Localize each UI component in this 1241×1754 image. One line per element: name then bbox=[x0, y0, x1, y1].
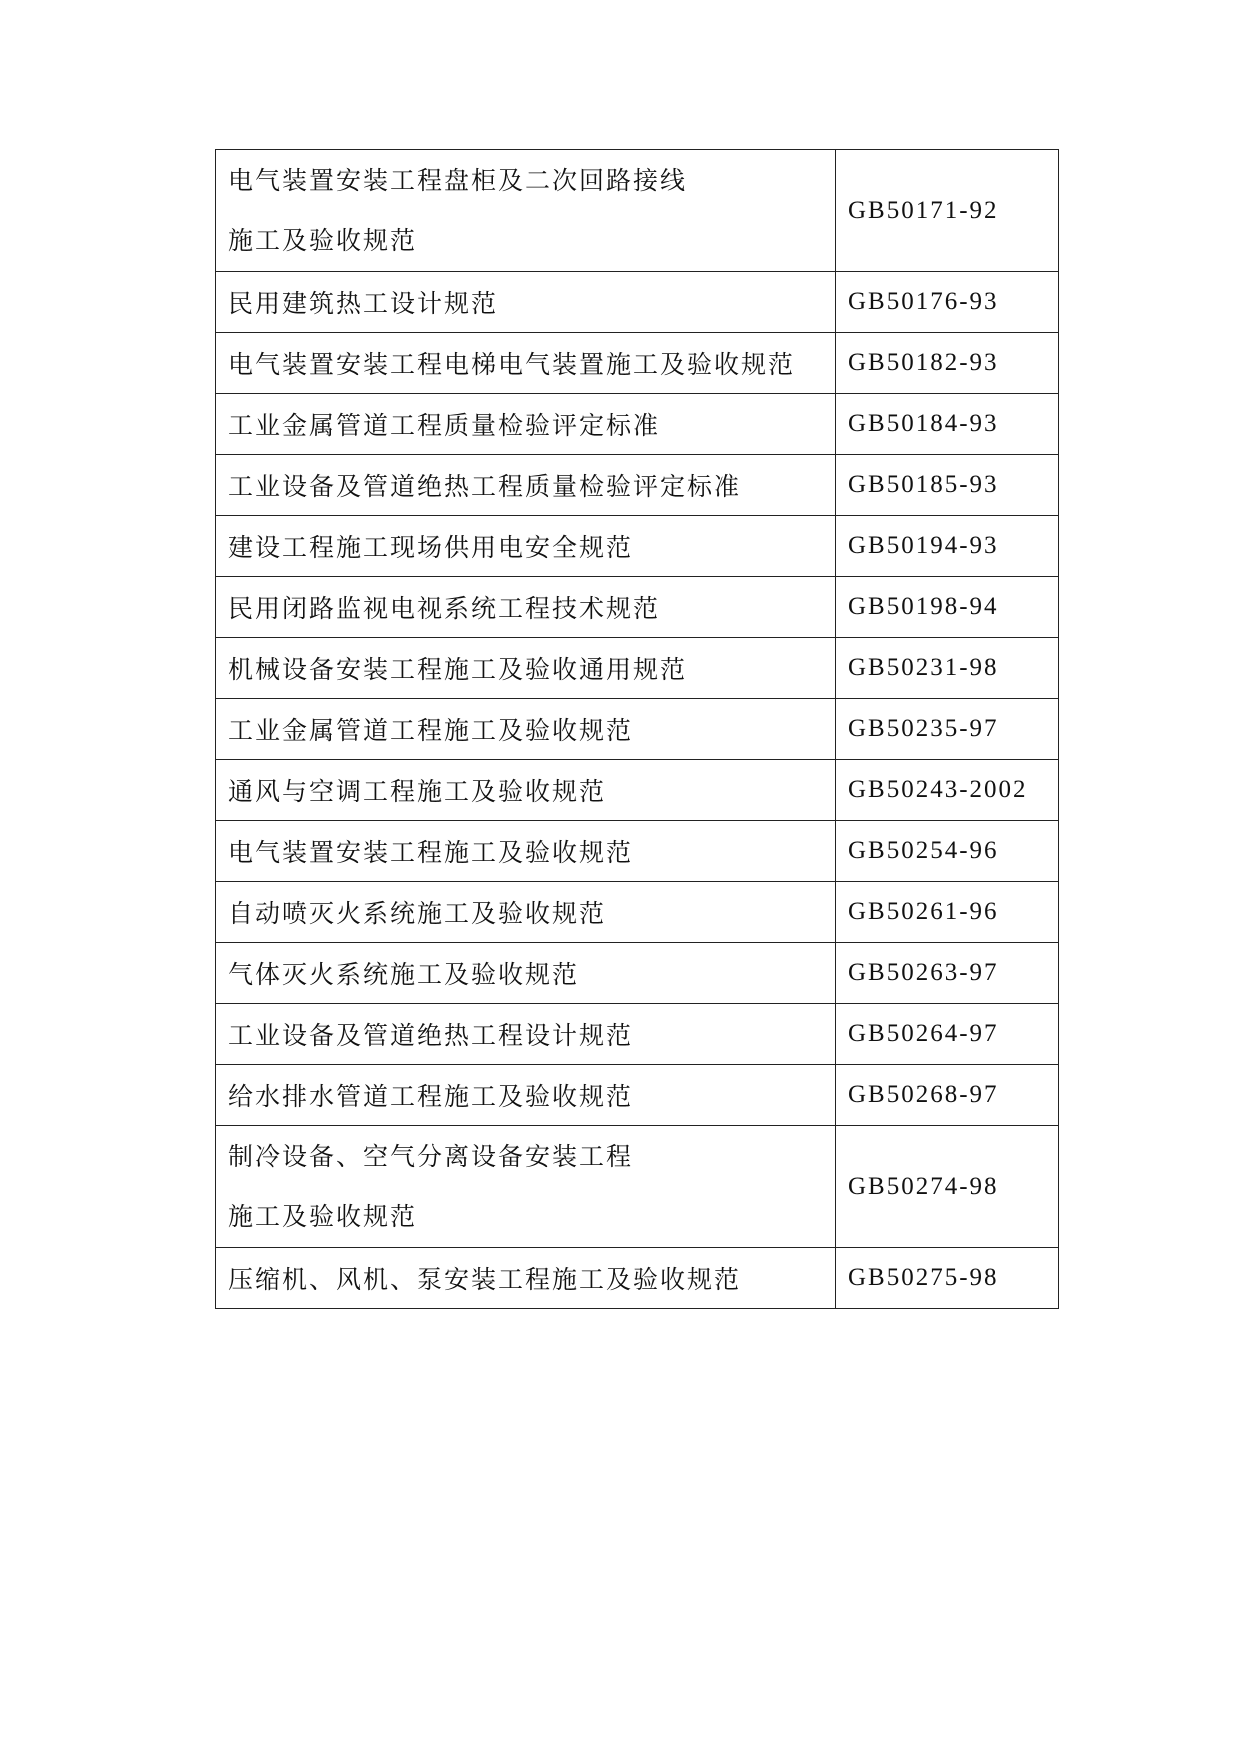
standard-name: 气体灭火系统施工及验收规范 bbox=[216, 943, 836, 1004]
standard-code: GB50182-93 bbox=[836, 333, 1059, 394]
standard-name-cell bbox=[216, 150, 836, 272]
standard-name: 工业设备及管道绝热工程质量检验评定标准 bbox=[216, 455, 836, 516]
standard-name: 工业金属管道工程质量检验评定标准 bbox=[216, 394, 836, 455]
standard-code: GB50274-98 bbox=[836, 1126, 1059, 1248]
standard-name: 工业金属管道工程施工及验收规范 bbox=[216, 699, 836, 760]
standard-name: 民用建筑热工设计规范 bbox=[216, 272, 836, 333]
standard-code: GB50231-98 bbox=[836, 638, 1059, 699]
standard-name: 机械设备安装工程施工及验收通用规范 bbox=[216, 638, 836, 699]
standard-name-cell bbox=[216, 1126, 836, 1248]
standard-code: GB50198-94 bbox=[836, 577, 1059, 638]
standards-table bbox=[215, 149, 1059, 1309]
standard-code: GB50171-92 bbox=[836, 150, 1059, 272]
standard-name: 电气装置安装工程施工及验收规范 bbox=[216, 821, 836, 882]
table-row bbox=[216, 1065, 1059, 1126]
standard-code: GB50185-93 bbox=[836, 455, 1059, 516]
standard-name: 电气装置安装工程电梯电气装置施工及验收规范 bbox=[216, 333, 836, 394]
standard-name: 民用闭路监视电视系统工程技术规范 bbox=[216, 577, 836, 638]
standard-code: GB50235-97 bbox=[836, 699, 1059, 760]
standard-code: GB50254-96 bbox=[836, 821, 1059, 882]
table-row bbox=[216, 394, 1059, 455]
standard-code: GB50261-96 bbox=[836, 882, 1059, 943]
standard-name: 建设工程施工现场供用电安全规范 bbox=[216, 516, 836, 577]
standard-name-line: 施工及验收规范 bbox=[228, 225, 418, 255]
standard-code: GB50268-97 bbox=[836, 1065, 1059, 1126]
standard-code: GB50176-93 bbox=[836, 272, 1059, 333]
table-row bbox=[216, 1248, 1059, 1309]
table-row bbox=[216, 638, 1059, 699]
table-row bbox=[216, 455, 1059, 516]
table-row bbox=[216, 699, 1059, 760]
standard-code: GB50263-97 bbox=[836, 943, 1059, 1004]
standard-name: 自动喷灭火系统施工及验收规范 bbox=[216, 882, 836, 943]
table-row bbox=[216, 150, 1059, 272]
table-row bbox=[216, 333, 1059, 394]
standard-name: 通风与空调工程施工及验收规范 bbox=[216, 760, 836, 821]
table-row bbox=[216, 760, 1059, 821]
standard-name-line: 施工及验收规范 bbox=[228, 1201, 418, 1231]
standard-name-line: 制冷设备、空气分离设备安装工程 bbox=[228, 1141, 634, 1171]
standard-name: 工业设备及管道绝热工程设计规范 bbox=[216, 1004, 836, 1065]
standard-code: GB50194-93 bbox=[836, 516, 1059, 577]
table-row bbox=[216, 943, 1059, 1004]
standard-name: 给水排水管道工程施工及验收规范 bbox=[216, 1065, 836, 1126]
standard-name: 压缩机、风机、泵安装工程施工及验收规范 bbox=[216, 1248, 836, 1309]
table-row bbox=[216, 882, 1059, 943]
table-row bbox=[216, 1004, 1059, 1065]
standard-code: GB50184-93 bbox=[836, 394, 1059, 455]
standard-code: GB50264-97 bbox=[836, 1004, 1059, 1065]
table-row bbox=[216, 577, 1059, 638]
standard-code: GB50275-98 bbox=[836, 1248, 1059, 1309]
table-row bbox=[216, 1126, 1059, 1248]
table-row bbox=[216, 272, 1059, 333]
table-row bbox=[216, 821, 1059, 882]
standard-name-line: 电气装置安装工程盘柜及二次回路接线 bbox=[228, 165, 688, 195]
standard-code: GB50243-2002 bbox=[836, 760, 1059, 821]
table-row bbox=[216, 516, 1059, 577]
